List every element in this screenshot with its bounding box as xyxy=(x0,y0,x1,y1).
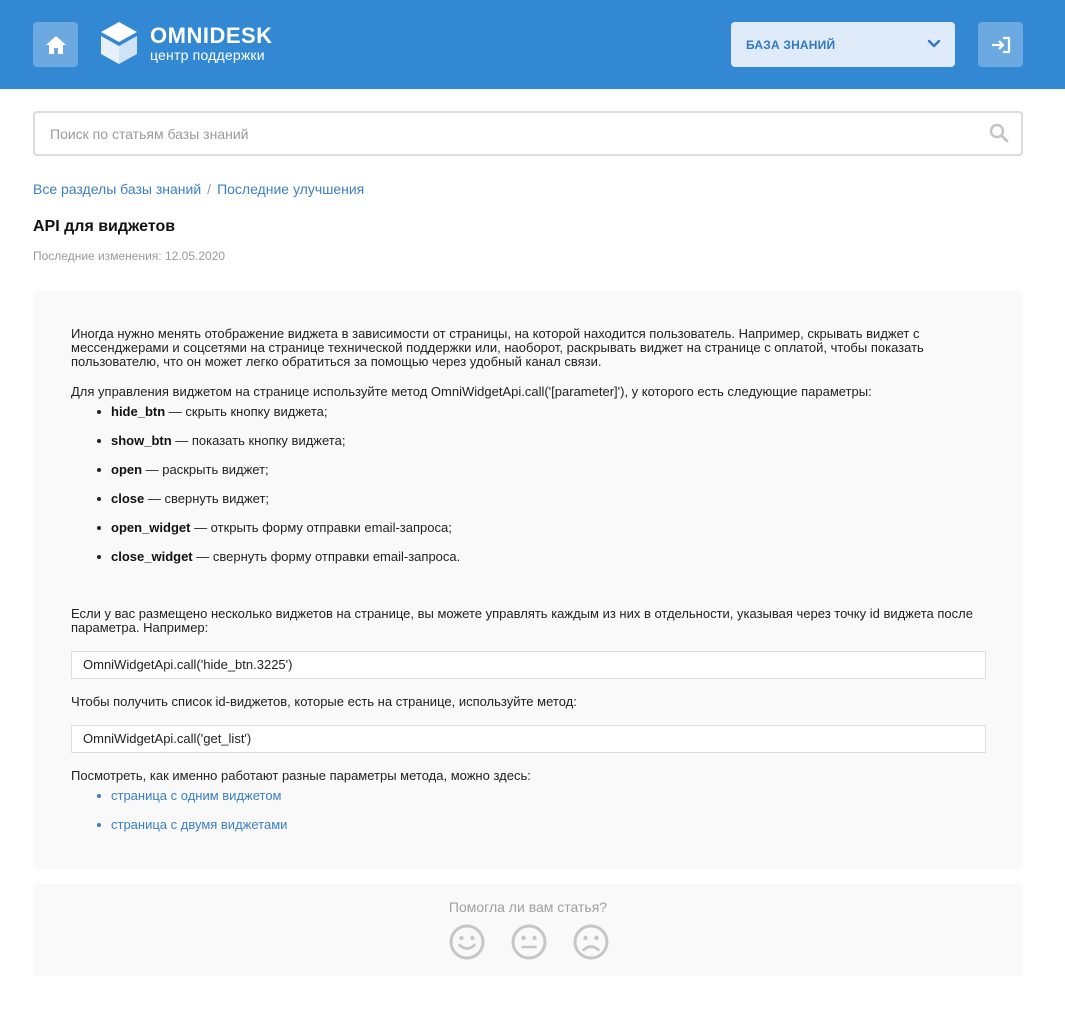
param-desc: — показать кнопку виджета; xyxy=(171,433,346,448)
list-item xyxy=(97,521,987,550)
logo[interactable] xyxy=(100,21,273,67)
param-name: show_btn xyxy=(111,433,172,448)
home-icon xyxy=(45,35,67,55)
list-item xyxy=(97,463,987,492)
param-name: open xyxy=(111,462,143,477)
search-input[interactable] xyxy=(35,113,975,154)
code-example-get-list[interactable]: OmniWidgetApi.call('get_list') xyxy=(71,725,986,753)
search-icon[interactable] xyxy=(989,123,1009,143)
params-list xyxy=(71,405,987,579)
param-name: hide_btn xyxy=(111,404,166,419)
smile-neutral-icon[interactable] xyxy=(511,924,547,960)
feedback-question: Помогла ли вам статья? xyxy=(448,899,608,915)
home-button[interactable] xyxy=(33,22,78,67)
see-examples-paragraph: Посмотреть, как именно работают разные параметры метода, можно здесь: xyxy=(71,768,531,783)
logo-subtitle: центр поддержки xyxy=(150,47,265,63)
breadcrumb xyxy=(33,181,364,197)
breadcrumb-latest-improvements[interactable]: Последние улучшения xyxy=(217,181,365,197)
logo-icon xyxy=(100,21,138,65)
knowledge-base-select-label: БАЗА ЗНАНИЙ xyxy=(746,37,836,52)
code-example-hide-btn[interactable]: OmniWidgetApi.call('hide_btn.3225') xyxy=(71,651,986,679)
param-desc: — свернуть форму отправки email-запроса. xyxy=(192,549,461,564)
list-item xyxy=(97,550,987,579)
smile-happy-icon[interactable] xyxy=(449,924,485,960)
param-desc: — раскрыть виджет; xyxy=(142,462,269,477)
param-desc: — свернуть виджет; xyxy=(144,491,270,506)
login-icon xyxy=(990,35,1012,55)
page-title: API для виджетов xyxy=(33,218,176,235)
list-item xyxy=(97,434,987,463)
list-item xyxy=(97,492,987,521)
link-one-widget-page[interactable]: страница с одним виджетом xyxy=(111,788,282,803)
intro-paragraph: Иногда нужно менять отображение виджета в зависимости от страницы, на которой находится пользователь. Например, скрывать виджет с мессенджерами и соцсетями на странице технической поддержки или, наоборот, раскрывать виджет на странице с оплатой, чтобы показать пользователю, что он может легко обратиться за помощью через удобный канал связи. xyxy=(71,326,924,369)
article-body xyxy=(33,291,1023,869)
search-box xyxy=(33,111,1023,156)
get-list-paragraph: Чтобы получить список id-виджетов, которые есть на странице, используйте метод: xyxy=(71,694,577,709)
logo-title: OMNIDESK xyxy=(150,23,273,48)
breadcrumb-all-sections[interactable]: Все разделы базы знаний xyxy=(33,181,202,197)
login-button[interactable] xyxy=(978,22,1023,67)
smile-sad-icon[interactable] xyxy=(573,924,609,960)
param-name: close xyxy=(111,491,145,506)
chevron-down-icon xyxy=(927,37,941,51)
method-intro-paragraph: Для управления виджетом на странице используйте метод OmniWidgetApi.call('[parameter]'), у которого есть следующие параметры: xyxy=(71,384,872,399)
example-links-list xyxy=(71,789,987,847)
breadcrumb-separator: / xyxy=(207,181,212,197)
feedback-panel xyxy=(33,884,1023,976)
multi-widget-paragraph: Если у вас размещено несколько виджетов на странице, вы можете управлять каждым из них в отдельности, указывая через точку id виджета после параметра. Например: xyxy=(71,606,973,635)
feedback-options xyxy=(449,924,609,960)
last-modified: Последние изменения: 12.05.2020 xyxy=(33,249,226,263)
param-desc: — открыть форму отправки email-запроса; xyxy=(190,520,452,535)
list-item xyxy=(97,818,987,847)
knowledge-base-select[interactable] xyxy=(731,22,955,67)
article-content xyxy=(71,327,987,847)
link-two-widgets-page[interactable]: страница с двумя виджетами xyxy=(111,817,288,832)
list-item xyxy=(97,405,987,434)
list-item xyxy=(97,789,987,818)
param-name: close_widget xyxy=(111,549,193,564)
header xyxy=(0,0,1065,89)
param-name: open_widget xyxy=(111,520,191,535)
param-desc: — скрыть кнопку виджета; xyxy=(165,404,328,419)
